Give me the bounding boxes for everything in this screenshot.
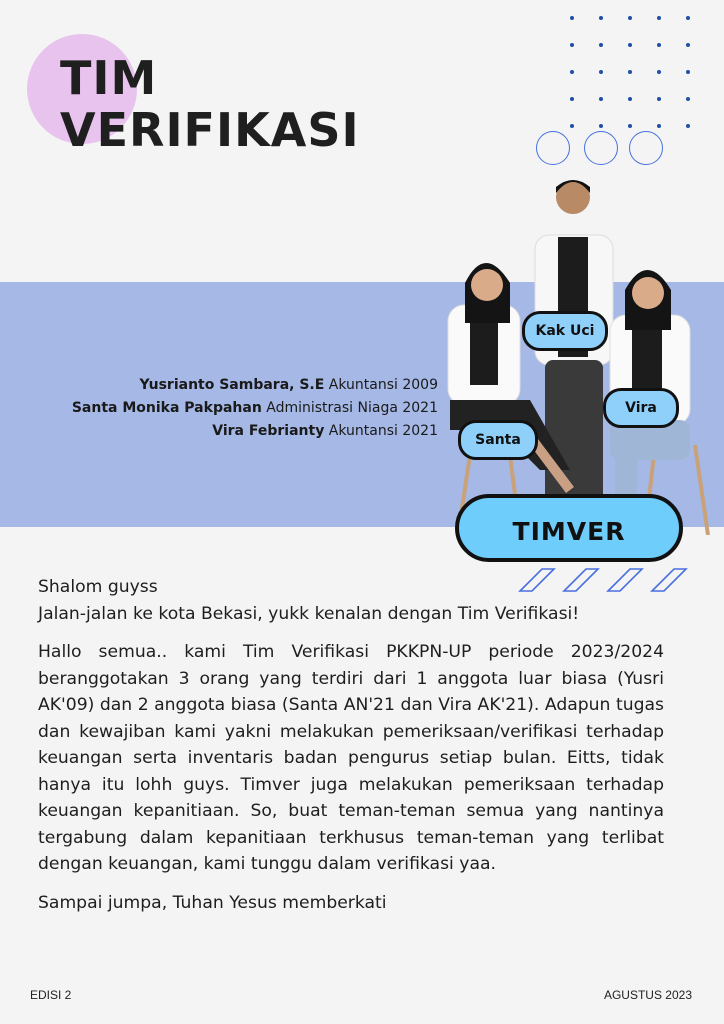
dot bbox=[570, 97, 574, 101]
dot bbox=[657, 16, 661, 20]
date-label: AGUSTUS 2023 bbox=[603, 988, 692, 1002]
member-name: Santa Monika Pakpahan bbox=[71, 400, 262, 416]
ring-decoration bbox=[536, 131, 570, 165]
title-line-1: TIM bbox=[60, 51, 158, 105]
title-line-2: VERIFIKASI bbox=[60, 103, 360, 157]
dot bbox=[599, 43, 603, 47]
member-detail: Akuntansi 2009 bbox=[328, 377, 438, 393]
label-kak-uci: Kak Uci bbox=[522, 311, 608, 351]
dot bbox=[628, 97, 632, 101]
dot bbox=[686, 124, 690, 128]
member-row bbox=[20, 420, 438, 443]
member-name: Yusrianto Sambara, S.E bbox=[139, 377, 325, 393]
dot bbox=[657, 70, 661, 74]
dot bbox=[628, 16, 632, 20]
member-row bbox=[20, 397, 438, 420]
member-detail: Akuntansi 2021 bbox=[328, 423, 438, 439]
dot bbox=[657, 124, 661, 128]
ring-decoration bbox=[584, 131, 618, 165]
dot bbox=[570, 43, 574, 47]
dot bbox=[570, 70, 574, 74]
dot bbox=[686, 97, 690, 101]
dot bbox=[657, 43, 661, 47]
member-list bbox=[20, 374, 438, 443]
person-right bbox=[610, 270, 690, 500]
label-vira: Vira bbox=[603, 388, 679, 428]
article-body bbox=[38, 574, 664, 916]
label-santa: Santa bbox=[458, 420, 538, 460]
dot bbox=[628, 70, 632, 74]
greeting: Shalom guyss bbox=[38, 577, 158, 597]
page-title bbox=[60, 52, 360, 156]
dot bbox=[599, 16, 603, 20]
member-row bbox=[20, 374, 438, 397]
dot bbox=[599, 124, 603, 128]
dot bbox=[599, 70, 603, 74]
dot bbox=[686, 70, 690, 74]
dot bbox=[628, 124, 632, 128]
dot bbox=[599, 97, 603, 101]
dot bbox=[686, 16, 690, 20]
member-name: Vira Febrianty bbox=[212, 423, 325, 439]
member-detail: Administrasi Niaga 2021 bbox=[266, 400, 438, 416]
dot bbox=[570, 124, 574, 128]
dot bbox=[657, 97, 661, 101]
closing: Sampai jumpa, Tuhan Yesus memberkati bbox=[38, 892, 387, 913]
ring-decoration bbox=[629, 131, 663, 165]
dot bbox=[628, 43, 632, 47]
main-paragraph: Hallo semua.. kami Tim Verifikasi PKKPN-UP periode 2023/2024 beranggotakan 3 orang yang terdiri dari 1 anggota luar biasa (Yusri AK'09) dan 2 anggota biasa (Santa AN'21 dan Vira AK'21). Adapun tugas dan kewajiban kami yakni melakukan pemeriksaan/verifikasi terhadap keuangan serta inventaris badan pengurus setiap bulan. Eitts, tidak hanya itu lohh guys. Timver juga melakukan pemeriksaan terhadap keuangan kepanitiaan. So, buat teman-teman semua yang nantinya tergabung dalam kepanitiaan terkhusus teman-teman yang terlibat dengan keuangan, kami tunggu dalam verifikasi yaa. bbox=[38, 642, 664, 874]
dot bbox=[570, 16, 574, 20]
edition-label: EDISI 2 bbox=[30, 988, 72, 1002]
dot bbox=[686, 43, 690, 47]
dot-grid-decoration bbox=[562, 8, 702, 134]
intro: Jalan-jalan ke kota Bekasi, yukk kenalan dengan Tim Verifikasi! bbox=[38, 603, 580, 624]
timver-badge: TIMVER bbox=[455, 494, 683, 562]
